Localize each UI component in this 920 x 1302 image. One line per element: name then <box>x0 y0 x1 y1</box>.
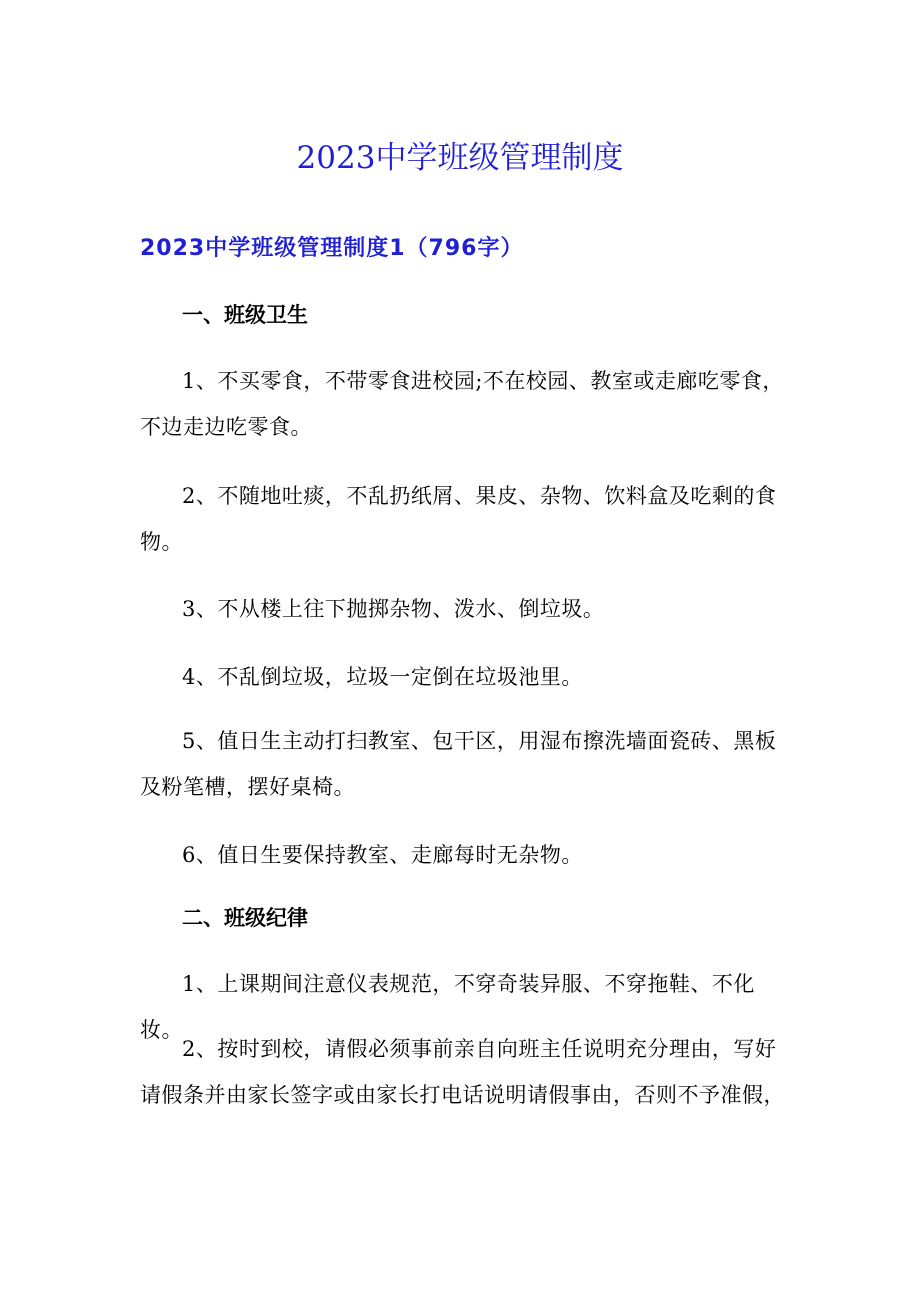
discipline-item-1: 1、上课期间注意仪表规范，不穿奇装异服、不穿拖鞋、不化妆。 <box>140 972 755 1042</box>
hygiene-item-6: 6、值日生要保持教室、走廊每时无杂物。 <box>182 843 583 867</box>
hygiene-item-4: 4、不乱倒垃圾，垃圾一定倒在垃圾池里。 <box>182 665 583 689</box>
section-heading-hygiene: 一、班级卫生 <box>182 303 308 327</box>
discipline-item-2: 2、按时到校，请假必须事前亲自向班主任说明充分理由，写好请假条并由家长签字或由家长打电话说明请假事由，否则不予准假， <box>140 1037 785 1107</box>
hygiene-item-1: 1、不买零食，不带零食进校园;不在校园、教室或走廊吃零食，不边走边吃零食。 <box>140 369 784 439</box>
hygiene-item-2: 2、不随地吐痰，不乱扔纸屑、果皮、杂物、饮料盒及吃剩的食物。 <box>140 484 777 554</box>
document-title: 2023中学班级管理制度 <box>296 140 624 176</box>
section-heading-discipline: 二、班级纪律 <box>182 906 308 930</box>
document-subtitle: 2023中学班级管理制度1（796字） <box>140 236 524 261</box>
hygiene-item-3: 3、不从楼上往下抛掷杂物、泼水、倒垃圾。 <box>182 597 605 621</box>
hygiene-item-5: 5、值日生主动打扫教室、包干区，用湿布擦洗墙面瓷砖、黑板及粉笔槽，摆好桌椅。 <box>140 729 777 799</box>
